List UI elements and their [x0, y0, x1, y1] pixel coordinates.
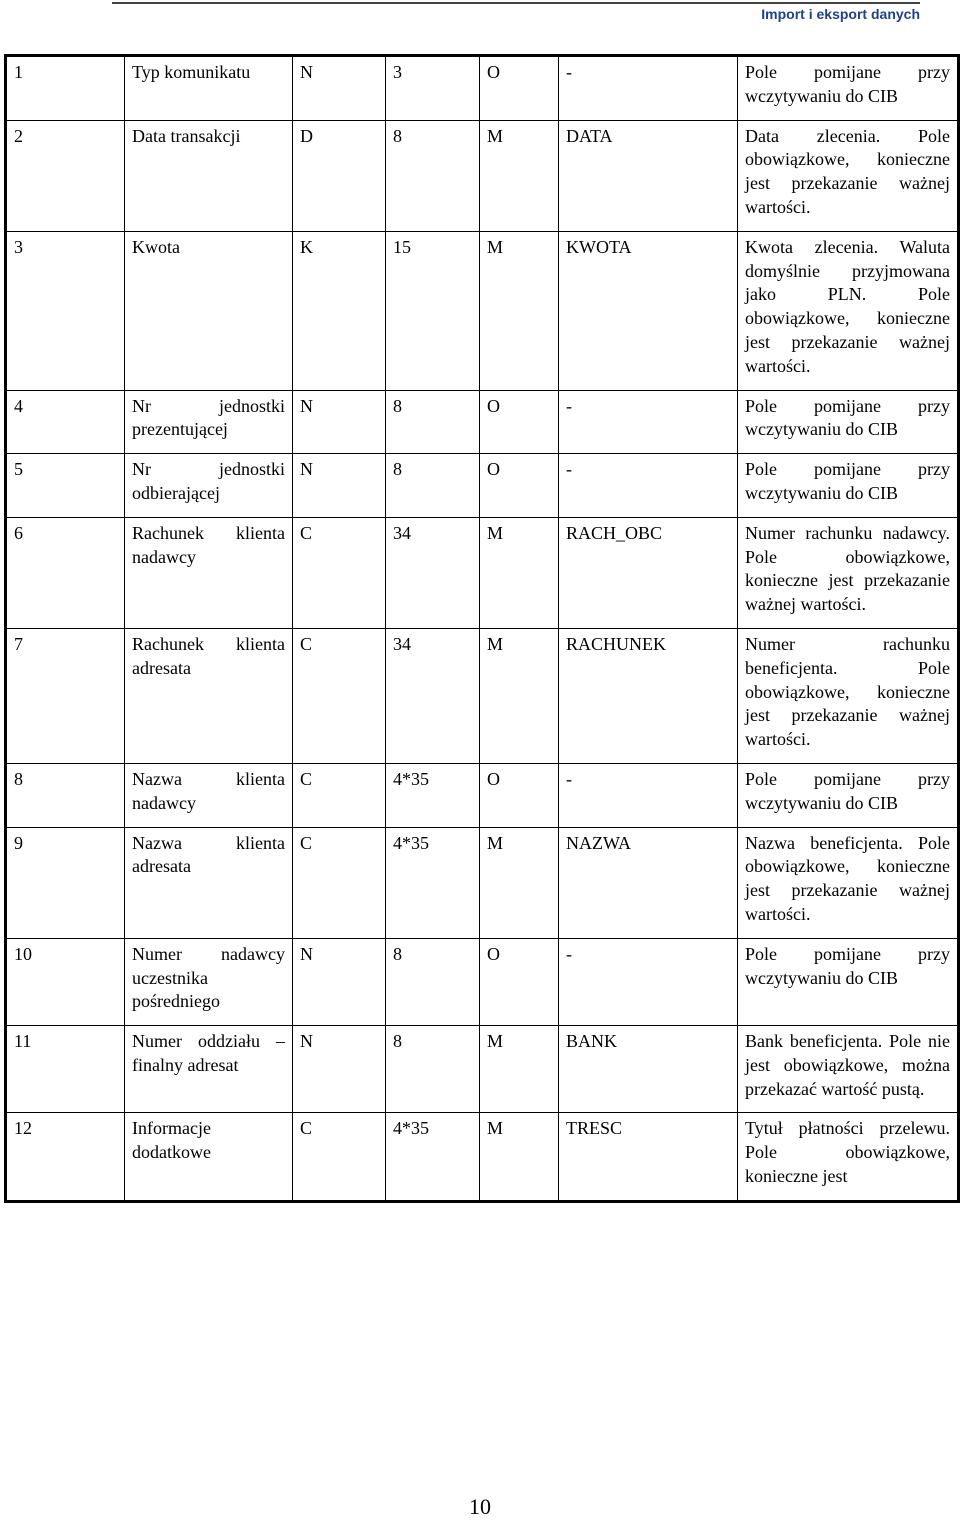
cib-field-cell: DATA	[559, 120, 738, 231]
table-row	[6, 56, 959, 121]
description-cell: Pole pomijane przy wczytywaniu do CIB	[738, 454, 959, 518]
table-row	[6, 1113, 959, 1201]
data-type-cell: C	[293, 1113, 386, 1201]
row-number-cell: 1	[6, 56, 125, 121]
cib-field-cell: -	[559, 938, 738, 1025]
cib-field-cell: -	[559, 390, 738, 454]
description-cell: Nazwa beneficjenta. Pole obowiązkowe, konieczne jest przekazanie ważnej wartości.	[738, 827, 959, 938]
cib-field-cell: TRESC	[559, 1113, 738, 1201]
row-number-cell: 3	[6, 231, 125, 390]
length-cell: 3	[386, 56, 480, 121]
cib-field-cell: -	[559, 763, 738, 827]
status-cell: M	[480, 1026, 559, 1113]
cib-field-cell: BANK	[559, 1026, 738, 1113]
description-cell: Tytuł płatności przelewu. Pole obowiązkowe, konieczne jest	[738, 1113, 959, 1201]
status-cell: M	[480, 827, 559, 938]
field-name-cell: Rachunek klienta adresata	[125, 628, 293, 763]
row-number-cell: 9	[6, 827, 125, 938]
field-name-cell: Nazwa klienta adresata	[125, 827, 293, 938]
row-number-cell: 8	[6, 763, 125, 827]
status-cell: M	[480, 231, 559, 390]
field-name-cell: Nazwa klienta nadawcy	[125, 763, 293, 827]
length-cell: 4*35	[386, 763, 480, 827]
row-number-cell: 7	[6, 628, 125, 763]
data-type-cell: C	[293, 827, 386, 938]
field-name-cell: Typ komunikatu	[125, 56, 293, 121]
length-cell: 4*35	[386, 1113, 480, 1201]
description-cell: Bank beneficjenta. Pole nie jest obowiązkowe, można przekazać wartość pustą.	[738, 1026, 959, 1113]
table-row	[6, 1026, 959, 1113]
section-title: Import i eksport danych	[761, 6, 920, 22]
status-cell: M	[480, 1113, 559, 1201]
cib-field-cell: -	[559, 454, 738, 518]
status-cell: O	[480, 454, 559, 518]
field-name-cell: Informacje dodatkowe	[125, 1113, 293, 1201]
row-number-cell: 5	[6, 454, 125, 518]
length-cell: 8	[386, 938, 480, 1025]
length-cell: 8	[386, 454, 480, 518]
row-number-cell: 10	[6, 938, 125, 1025]
cib-field-cell: NAZWA	[559, 827, 738, 938]
field-name-cell: Data transakcji	[125, 120, 293, 231]
table-row	[6, 120, 959, 231]
field-name-cell: Nr jednostki prezentującej	[125, 390, 293, 454]
description-cell: Numer rachunku beneficjenta. Pole obowiązkowe, konieczne jest przekazanie ważnej wartości.	[738, 628, 959, 763]
cib-field-cell: RACH_OBC	[559, 517, 738, 628]
row-number-cell: 6	[6, 517, 125, 628]
table-row	[6, 938, 959, 1025]
cib-field-cell: KWOTA	[559, 231, 738, 390]
length-cell: 8	[386, 390, 480, 454]
table-row	[6, 763, 959, 827]
table-row	[6, 454, 959, 518]
status-cell: O	[480, 56, 559, 121]
row-number-cell: 2	[6, 120, 125, 231]
description-cell: Data zlecenia. Pole obowiązkowe, konieczne jest przekazanie ważnej wartości.	[738, 120, 959, 231]
length-cell: 34	[386, 517, 480, 628]
status-cell: M	[480, 628, 559, 763]
cib-field-cell: -	[559, 56, 738, 121]
row-number-cell: 11	[6, 1026, 125, 1113]
page-number: 10	[469, 1494, 491, 1519]
data-type-cell: C	[293, 628, 386, 763]
field-spec-rows	[6, 56, 959, 1202]
table-row	[6, 827, 959, 938]
length-cell: 34	[386, 628, 480, 763]
data-type-cell: D	[293, 120, 386, 231]
row-number-cell: 12	[6, 1113, 125, 1201]
status-cell: M	[480, 120, 559, 231]
field-name-cell: Rachunek klienta nadawcy	[125, 517, 293, 628]
field-name-cell: Kwota	[125, 231, 293, 390]
description-cell: Pole pomijane przy wczytywaniu do CIB	[738, 390, 959, 454]
length-cell: 8	[386, 120, 480, 231]
data-type-cell: C	[293, 763, 386, 827]
description-cell: Pole pomijane przy wczytywaniu do CIB	[738, 56, 959, 121]
length-cell: 15	[386, 231, 480, 390]
description-cell: Kwota zlecenia. Waluta domyślnie przyjmowana jako PLN. Pole obowiązkowe, konieczne jest przekazanie ważnej wartości.	[738, 231, 959, 390]
data-type-cell: N	[293, 454, 386, 518]
data-type-cell: N	[293, 1026, 386, 1113]
data-type-cell: C	[293, 517, 386, 628]
table-row	[6, 517, 959, 628]
length-cell: 8	[386, 1026, 480, 1113]
data-type-cell: N	[293, 390, 386, 454]
status-cell: O	[480, 938, 559, 1025]
field-name-cell: Numer nadawcy uczestnika pośredniego	[125, 938, 293, 1025]
row-number-cell: 4	[6, 390, 125, 454]
status-cell: O	[480, 390, 559, 454]
status-cell: O	[480, 763, 559, 827]
description-cell: Numer rachunku nadawcy. Pole obowiązkowe, konieczne jest przekazanie ważnej wartości.	[738, 517, 959, 628]
table-row	[6, 628, 959, 763]
data-type-cell: K	[293, 231, 386, 390]
data-type-cell: N	[293, 938, 386, 1025]
length-cell: 4*35	[386, 827, 480, 938]
table-row	[6, 390, 959, 454]
field-name-cell: Nr jednostki odbierającej	[125, 454, 293, 518]
description-cell: Pole pomijane przy wczytywaniu do CIB	[738, 938, 959, 1025]
status-cell: M	[480, 517, 559, 628]
field-name-cell: Numer oddziału – finalny adresat	[125, 1026, 293, 1113]
header-rule	[112, 2, 920, 4]
cib-field-cell: RACHUNEK	[559, 628, 738, 763]
field-spec-table	[4, 54, 960, 1203]
description-cell: Pole pomijane przy wczytywaniu do CIB	[738, 763, 959, 827]
table-row	[6, 231, 959, 390]
data-type-cell: N	[293, 56, 386, 121]
